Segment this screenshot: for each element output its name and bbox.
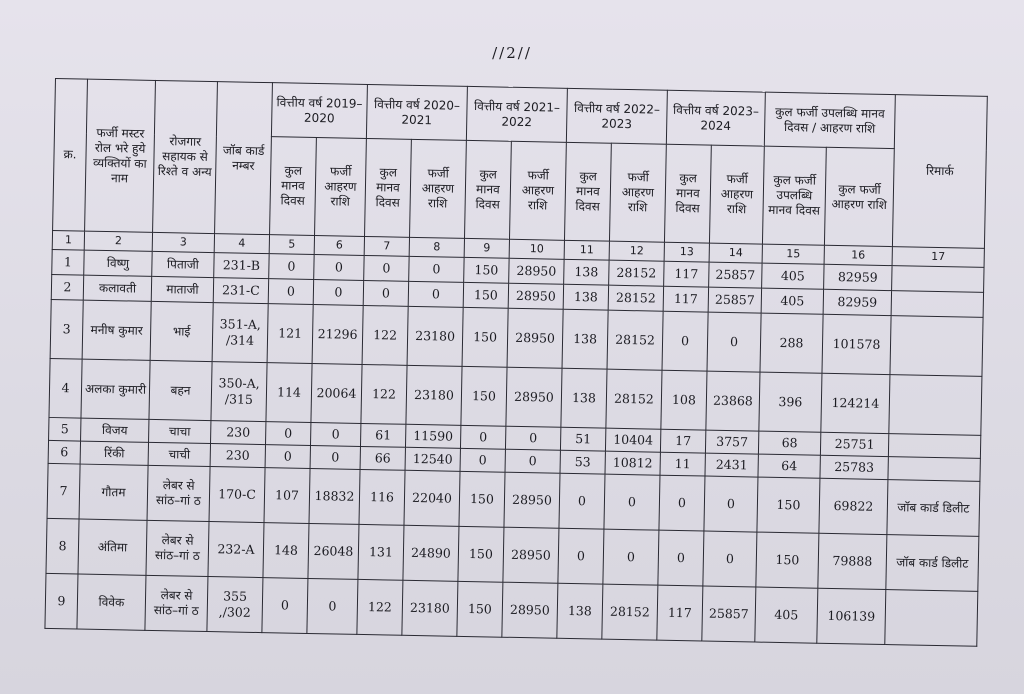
days-cell: 108 — [661, 370, 707, 430]
remark-cell — [888, 434, 980, 459]
header-sub-amount: फर्जी आहरण राशि — [609, 143, 666, 242]
days-cell: 0 — [266, 422, 311, 446]
header-sub-days: कुल मानव दिवस — [365, 138, 412, 237]
name-cell: अंतिमा — [78, 519, 147, 575]
days-cell: 0 — [364, 255, 409, 281]
days-cell: 150 — [458, 526, 504, 582]
amount-cell: 0 — [603, 529, 659, 585]
remark-cell — [892, 266, 984, 293]
column-number-cell: 10 — [509, 239, 564, 259]
column-number-cell: 9 — [464, 238, 509, 258]
days-cell: 150 — [457, 581, 503, 637]
column-number-cell: 13 — [664, 242, 709, 262]
column-number-cell: 14 — [709, 243, 762, 263]
amount-cell: 23180 — [407, 306, 463, 366]
amount-cell: 28950 — [502, 582, 558, 638]
amount-cell: 23868 — [706, 371, 760, 431]
column-number-cell: 2 — [84, 231, 152, 251]
relation-cell: बहन — [149, 360, 212, 420]
header-relation: रोजगार सहायक से रिश्ते व अन्य — [153, 80, 218, 233]
days-cell: 138 — [562, 309, 608, 369]
name-cell: मनीष कुमार — [82, 300, 151, 360]
header-job-card: जॉब कार्ड नम्बर — [215, 82, 273, 235]
header-year-2022-2023: वित्तीय वर्ष 2022–2023 — [566, 88, 667, 144]
days-cell: 0 — [268, 279, 313, 305]
job-card-cell: 231-B — [214, 253, 269, 279]
relation-cell: भाई — [150, 301, 213, 361]
amount-cell: 0 — [409, 256, 464, 282]
relation-cell: लेबर से सांठ–गां ठ — [146, 520, 209, 576]
total-amount-cell: 25783 — [820, 455, 888, 479]
serial-cell: 8 — [46, 518, 79, 574]
amount-cell: 0 — [310, 422, 360, 446]
amount-cell: 25857 — [702, 586, 756, 642]
name-cell: विजय — [81, 418, 149, 442]
column-number-cell: 1 — [52, 230, 84, 250]
job-card-cell: 231-C — [213, 278, 268, 304]
total-amount-cell: 69822 — [819, 478, 888, 534]
days-cell: 150 — [463, 282, 508, 308]
header-total-group: कुल फर्जी उपलब्धि मानव दिवस / आहरण राशि — [764, 92, 895, 148]
total-days-cell: 288 — [760, 313, 823, 373]
job-card-cell: 355 ,/302 — [207, 577, 263, 633]
fraud-muster-roll-table — [44, 78, 987, 647]
fraud-muster-roll-table-wrapper — [44, 78, 986, 647]
days-cell: 0 — [658, 530, 704, 586]
header-sub-amount: फर्जी आहरण राशि — [315, 138, 367, 237]
page-number: //2// — [492, 44, 532, 62]
amount-cell: 0 — [408, 281, 463, 307]
amount-cell: 28950 — [506, 367, 562, 427]
days-cell: 117 — [657, 585, 703, 641]
amount-cell: 28950 — [509, 258, 564, 284]
name-cell: अलका कुमारी — [81, 359, 150, 419]
days-cell: 148 — [263, 523, 309, 579]
header-sub-days: कुल मानव दिवस — [664, 144, 711, 243]
serial-cell: 7 — [47, 463, 80, 519]
total-amount-cell: 101578 — [822, 314, 891, 374]
header-sub-total-amount: कुल फर्जी आहरण राशि — [824, 147, 894, 246]
remark-cell — [885, 590, 978, 647]
days-cell: 0 — [558, 528, 604, 584]
header-sub-amount: फर्जी आहरण राशि — [509, 141, 566, 240]
header-serial: क्र. — [53, 79, 88, 232]
amount-cell: 23180 — [406, 365, 462, 425]
days-cell: 131 — [358, 524, 404, 580]
total-amount-cell: 106139 — [817, 588, 886, 644]
name-cell: कलावती — [83, 275, 151, 301]
total-amount-cell: 79888 — [818, 533, 887, 589]
column-number-cell: 16 — [824, 245, 892, 265]
days-cell: 117 — [663, 286, 708, 312]
days-cell: 107 — [264, 468, 310, 524]
days-cell: 122 — [362, 305, 408, 365]
amount-cell: 28152 — [609, 260, 664, 286]
amount-cell: 21296 — [312, 304, 363, 364]
amount-cell: 0 — [704, 476, 758, 532]
total-days-cell: 64 — [758, 454, 820, 478]
days-cell: 0 — [659, 475, 705, 531]
days-cell: 61 — [360, 423, 405, 447]
header-sub-days: कुल मानव दिवस — [464, 140, 511, 239]
header-sub-days: कुल मानव दिवस — [564, 142, 611, 241]
amount-cell: 22040 — [404, 470, 460, 526]
amount-cell: 20064 — [311, 363, 362, 423]
total-days-cell: 68 — [758, 431, 820, 455]
days-cell: 138 — [564, 259, 609, 285]
amount-cell: 10812 — [605, 451, 660, 475]
total-days-cell: 405 — [755, 587, 818, 643]
days-cell: 138 — [561, 368, 607, 428]
serial-cell: 9 — [45, 573, 78, 629]
job-card-cell: 230 — [211, 421, 266, 445]
amount-cell: 24890 — [403, 525, 459, 581]
amount-cell: 28152 — [608, 285, 663, 311]
days-cell: 150 — [464, 257, 509, 283]
days-cell: 121 — [267, 304, 313, 364]
job-card-cell: 230 — [210, 444, 265, 468]
days-cell: 0 — [559, 473, 605, 529]
column-number-cell: 7 — [364, 236, 409, 256]
amount-cell: 3757 — [705, 430, 758, 454]
column-number-cell: 3 — [152, 232, 214, 252]
amount-cell: 0 — [707, 312, 761, 372]
serial-cell: 5 — [49, 417, 81, 441]
header-remarks: रिमार्क — [892, 95, 987, 249]
name-cell: रिंकी — [80, 441, 148, 465]
amount-cell: 0 — [313, 280, 363, 306]
name-cell: विष्णु — [84, 250, 152, 276]
amount-cell: 18832 — [309, 468, 360, 524]
header-year-2020-2021: वित्तीय वर्ष 2020–2021 — [366, 84, 467, 140]
amount-cell: 0 — [505, 426, 560, 450]
remark-cell: जॉब कार्ड डिलीट — [887, 480, 980, 537]
name-cell: गौतम — [79, 464, 148, 520]
days-cell: 122 — [361, 364, 407, 424]
amount-cell: 28950 — [507, 308, 563, 368]
relation-cell: माताजी — [151, 276, 213, 302]
relation-cell: पिताजी — [152, 251, 214, 277]
total-amount-cell: 25751 — [820, 432, 888, 456]
total-amount-cell: 82959 — [824, 264, 892, 290]
column-number-cell: 6 — [314, 236, 364, 256]
days-cell: 116 — [359, 469, 405, 525]
relation-cell: चाचा — [149, 419, 211, 443]
days-cell: 66 — [360, 446, 405, 470]
relation-cell: लेबर से सांठ–गां ठ — [147, 465, 210, 521]
column-number-cell: 8 — [409, 237, 464, 257]
amount-cell: 12540 — [405, 447, 460, 471]
days-cell: 17 — [660, 429, 705, 453]
amount-cell: 28152 — [606, 369, 662, 429]
amount-cell: 0 — [604, 474, 660, 530]
total-days-cell: 396 — [759, 372, 822, 432]
column-number-cell: 11 — [564, 240, 609, 260]
column-number-cell: 5 — [269, 235, 314, 255]
serial-cell: 4 — [49, 358, 82, 418]
days-cell: 0 — [363, 280, 408, 306]
job-card-cell: 350-A, /315 — [211, 362, 267, 422]
amount-cell: 28950 — [508, 283, 563, 309]
days-cell: 0 — [262, 578, 308, 634]
days-cell: 0 — [460, 448, 505, 472]
days-cell: 0 — [269, 254, 314, 280]
days-cell: 150 — [461, 366, 507, 426]
amount-cell: 0 — [310, 445, 360, 469]
name-cell: विवेक — [77, 574, 146, 630]
header-year-2023-2024: वित्तीय वर्ष 2023–2024 — [666, 90, 765, 146]
relation-cell: चाची — [148, 442, 210, 466]
amount-cell: 28152 — [602, 584, 658, 640]
days-cell: 117 — [664, 261, 709, 287]
column-number-cell: 15 — [762, 244, 824, 264]
serial-cell: 2 — [51, 274, 83, 300]
days-cell: 0 — [662, 311, 708, 371]
days-cell: 150 — [462, 307, 508, 367]
days-cell: 114 — [266, 363, 312, 423]
days-cell: 138 — [563, 284, 608, 310]
remark-cell — [891, 291, 983, 318]
amount-cell: 2431 — [705, 453, 758, 477]
column-number-cell: 12 — [609, 241, 664, 261]
remark-cell — [889, 375, 982, 436]
header-sub-total-days: कुल फर्जी उपलब्धि मानव दिवस — [762, 146, 826, 245]
header-sub-amount: फर्जी आहरण राशि — [410, 139, 467, 238]
header-name: फर्जी मस्टर रोल भरे हुये व्यक्तियों का नाम — [85, 79, 156, 232]
header-year-2019-2020: वित्तीय वर्ष 2019–2020 — [271, 83, 367, 139]
header-row-top — [54, 79, 987, 151]
header-sub-amount: फर्जी आहरण राशि — [709, 145, 764, 244]
amount-cell: 25857 — [708, 287, 761, 313]
total-amount-cell: 82959 — [823, 289, 891, 315]
total-days-cell: 150 — [756, 532, 819, 588]
remark-cell: जॉब कार्ड डिलीट — [886, 535, 979, 592]
amount-cell: 28950 — [504, 472, 560, 528]
days-cell: 0 — [460, 425, 505, 449]
amount-cell: 23180 — [402, 580, 458, 636]
amount-cell: 26048 — [308, 523, 359, 579]
days-cell: 51 — [560, 427, 605, 451]
serial-cell: 3 — [50, 299, 83, 359]
header-sub-days: कुल मानव दिवस — [270, 137, 317, 236]
days-cell: 122 — [357, 579, 403, 635]
amount-cell: 0 — [505, 449, 560, 473]
days-cell: 138 — [557, 583, 603, 639]
remark-cell — [890, 316, 983, 377]
days-cell: 0 — [265, 445, 310, 469]
amount-cell: 0 — [307, 578, 358, 634]
days-cell: 53 — [560, 450, 605, 474]
amount-cell: 25857 — [709, 262, 762, 288]
column-number-cell: 17 — [892, 247, 984, 268]
amount-cell: 28152 — [607, 310, 663, 370]
amount-cell: 28950 — [503, 527, 559, 583]
header-year-2021-2022: वित्तीय वर्ष 2021–2022 — [466, 86, 567, 142]
total-days-cell: 150 — [757, 477, 820, 533]
job-card-cell: 351-A, /314 — [212, 303, 268, 363]
amount-cell: 11590 — [405, 424, 460, 448]
amount-cell: 0 — [703, 531, 757, 587]
total-days-cell: 405 — [761, 288, 823, 314]
days-cell: 11 — [660, 452, 705, 476]
amount-cell: 10404 — [605, 428, 660, 452]
relation-cell: लेबर से सांठ–गां ठ — [145, 575, 208, 631]
serial-cell: 1 — [52, 249, 84, 275]
total-days-cell: 405 — [762, 263, 824, 289]
job-card-cell: 170-C — [209, 467, 265, 523]
amount-cell: 0 — [314, 255, 364, 281]
total-amount-cell: 124214 — [821, 373, 890, 433]
job-card-cell: 232-A — [208, 522, 264, 578]
column-number-cell: 4 — [214, 234, 269, 254]
serial-cell: 6 — [48, 440, 80, 464]
days-cell: 150 — [459, 471, 505, 527]
remark-cell — [888, 457, 980, 482]
